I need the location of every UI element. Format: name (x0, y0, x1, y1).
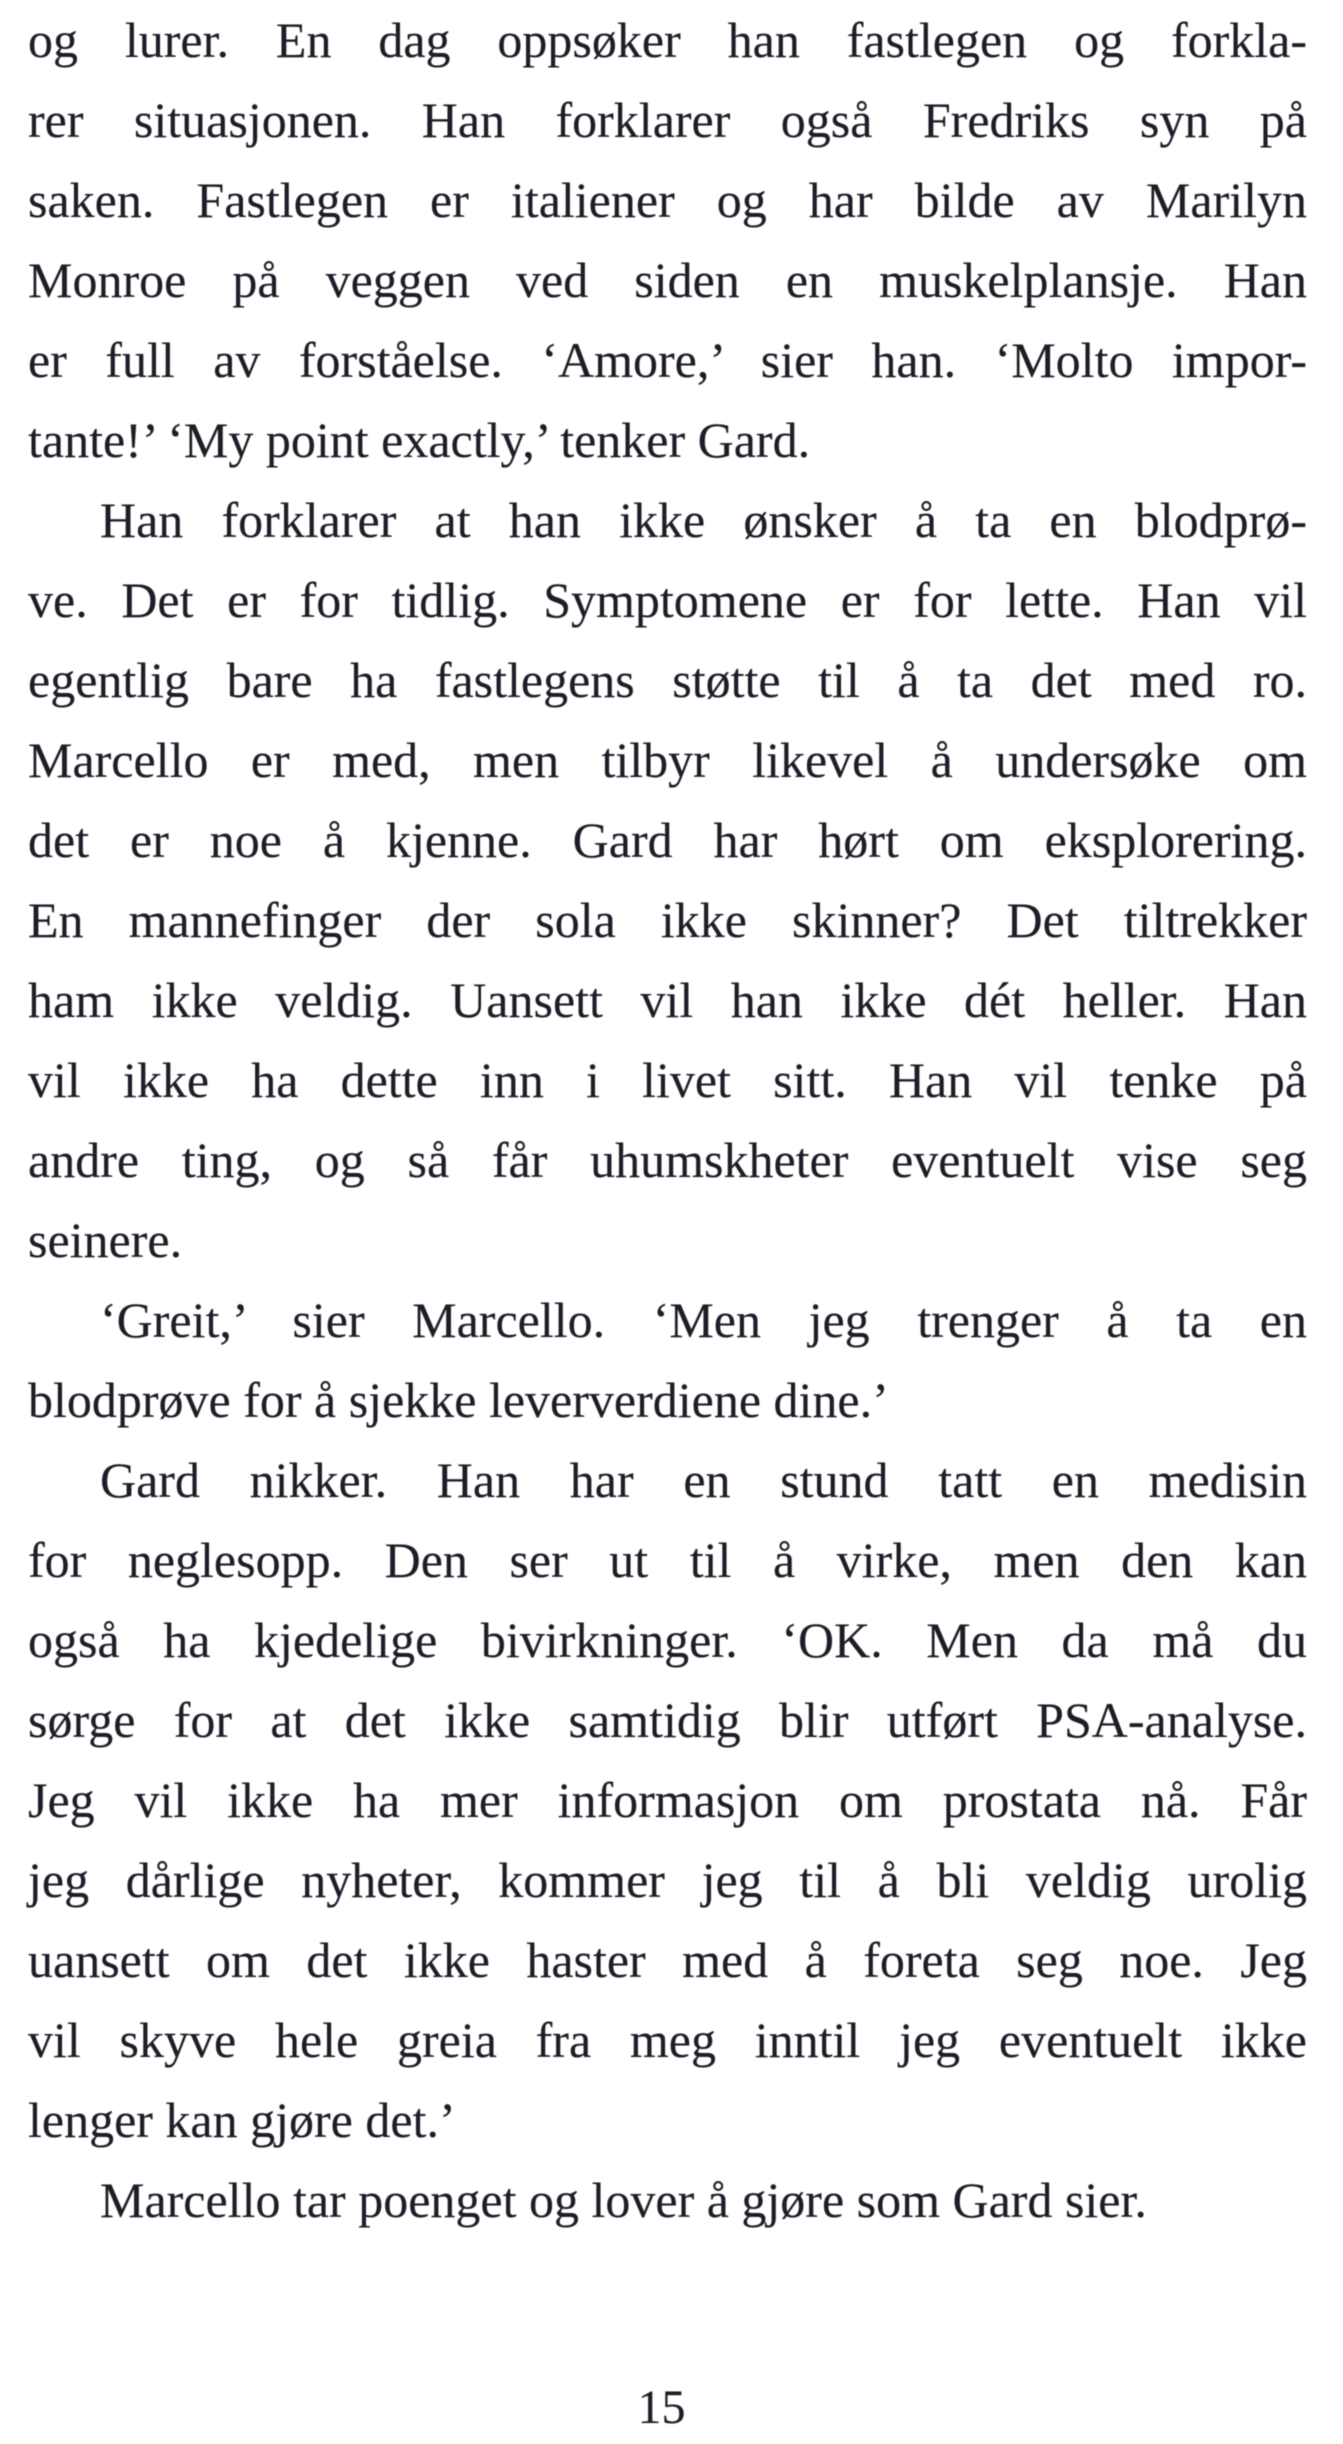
text-line: det er noe å kjenne. Gard har hørt om eksplorering. (28, 812, 1307, 868)
text-line: blodprøve for å sjekke leververdiene dine.’ (28, 1372, 889, 1428)
text-line: Gard nikker. Han har en stund tatt en medisin (100, 1452, 1307, 1508)
text-line: også ha kjedelige bivirkninger. ‘OK. Men da må du (28, 1612, 1307, 1668)
text-line: er full av forståelse. ‘Amore,’ sier han. ‘Molto impor- (28, 332, 1307, 388)
text-line: vil ikke ha dette inn i livet sitt. Han vil tenke på (28, 1052, 1307, 1108)
text-line: egentlig bare ha fastlegens støtte til å ta det med ro. (28, 652, 1307, 708)
text-line: Jeg vil ikke ha mer informasjon om prostata nå. Får (28, 1772, 1307, 1828)
text-line: ham ikke veldig. Uansett vil han ikke dét heller. Han (28, 972, 1307, 1028)
text-line: uansett om det ikke haster med å foreta seg noe. Jeg (28, 1932, 1307, 1988)
text-line: saken. Fastlegen er italiener og har bilde av Marilyn (28, 172, 1307, 228)
text-line: Marcello tar poenget og lover å gjøre som Gard sier. (100, 2172, 1147, 2228)
text-line: rer situasjonen. Han forklarer også Fredriks syn på (28, 92, 1307, 148)
text-line: og lurer. En dag oppsøker han fastlegen og forkla- (28, 12, 1307, 68)
text-line: vil skyve hele greia fra meg inntil jeg eventuelt ikke (28, 2012, 1307, 2068)
text-line: lenger kan gjøre det.’ (28, 2092, 456, 2148)
text-line: En mannefinger der sola ikke skinner? Det tiltrekker (28, 892, 1307, 948)
text-line: for neglesopp. Den ser ut til å virke, men den kan (28, 1532, 1307, 1588)
text-line: ve. Det er for tidlig. Symptomene er for lette. Han vil (28, 572, 1307, 628)
text-line: sørge for at det ikke samtidig blir utført PSA-analyse. (28, 1692, 1307, 1748)
text-line: jeg dårlige nyheter, kommer jeg til å bli veldig urolig (28, 1852, 1307, 1908)
text-line: ‘Greit,’ sier Marcello. ‘Men jeg trenger å ta en (100, 1292, 1307, 1348)
text-line: Han forklarer at han ikke ønsker å ta en blodprø- (100, 492, 1307, 548)
page-number: 15 (637, 2381, 686, 2434)
text-line: andre ting, og så får uhumskheter eventuelt vise seg (28, 1132, 1307, 1188)
text-line: tante!’ ‘My point exactly,’ tenker Gard. (28, 412, 811, 468)
text-line: Monroe på veggen ved siden en muskelplansje. Han (28, 252, 1307, 308)
text-line: seinere. (28, 1212, 183, 1268)
text-line: Marcello er med, men tilbyr likevel å undersøke om (28, 732, 1307, 788)
body-text (28, 0, 1307, 2240)
